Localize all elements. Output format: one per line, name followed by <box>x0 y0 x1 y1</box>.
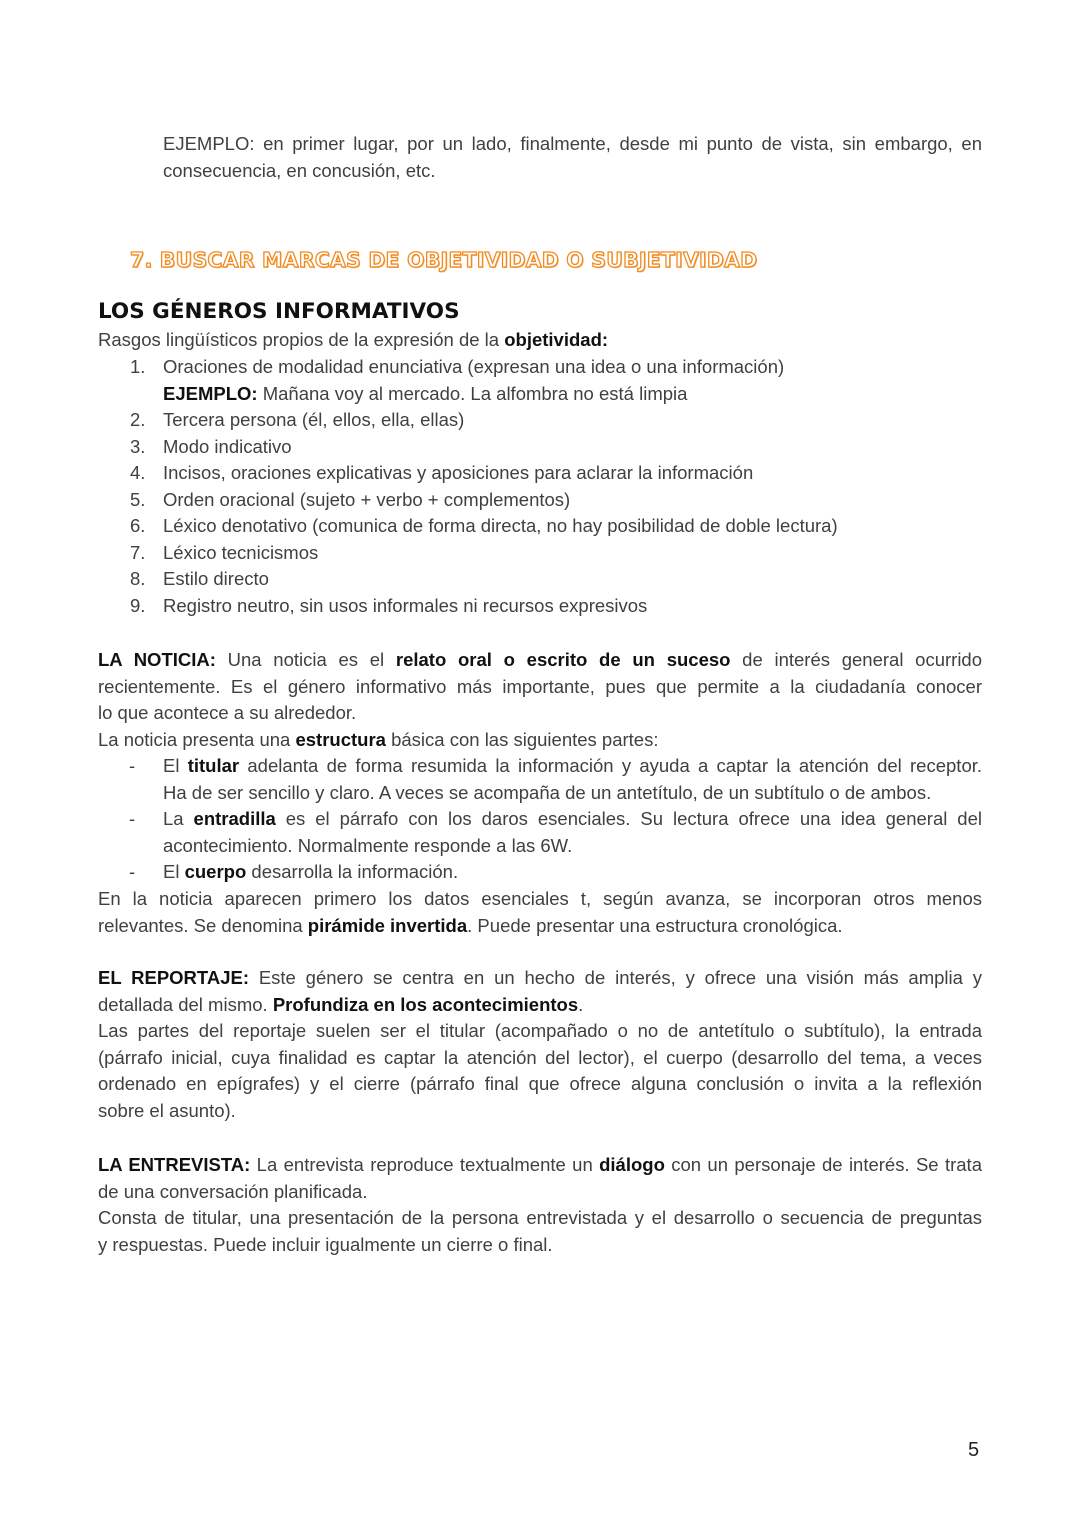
text-run: relevantes. Se denomina <box>98 914 308 936</box>
list-item-text: Incisos, oraciones explicativas y aposiciones para aclarar la información <box>163 462 754 483</box>
list-item <box>98 460 982 487</box>
list-item <box>98 407 982 434</box>
text-run: La noticia presenta una <box>98 728 296 750</box>
text-run: detallada del mismo. <box>98 993 273 1015</box>
text-line: (párrafo inicial, cuya finalidad es captar la atención del lector), el cuerpo (desarrollo del tema, a veces <box>98 1046 982 1068</box>
rasgos-intro-bold: objetividad: <box>504 329 609 350</box>
bold-run: estructura <box>295 728 386 750</box>
example-label: EJEMPLO: <box>163 382 258 404</box>
text-run: El <box>163 861 185 882</box>
list-item <box>98 806 982 859</box>
list-item <box>98 487 982 514</box>
text-run: La entrevista reproduce textualmente un <box>250 1154 600 1175</box>
text-run: de interés general ocurrido <box>730 649 983 670</box>
list-number: 7. <box>130 541 146 563</box>
page-number: 5 <box>968 1439 980 1461</box>
noticia-paragraph <box>98 647 982 753</box>
bold-run: titular <box>187 755 240 776</box>
text-run: Una noticia es el <box>215 649 396 670</box>
intro-example-line: consecuencia, en concusión, etc. <box>163 159 436 181</box>
dash-bullet: - <box>129 755 136 776</box>
text-run: desarrolla la información. <box>246 861 459 882</box>
bold-run: cuerpo <box>184 861 247 882</box>
list-number: 6. <box>130 515 146 536</box>
bold-run: entradilla <box>193 808 276 829</box>
example-text: Mañana voy al mercado. La alfombra no está limpia <box>257 382 688 404</box>
list-item <box>98 859 982 886</box>
list-item-text: Orden oracional (sujeto + verbo + complementos) <box>163 488 571 510</box>
reportaje-paragraph <box>98 965 982 1124</box>
rasgos-list <box>98 354 982 619</box>
list-item <box>98 566 982 593</box>
bold-run: diálogo <box>599 1154 665 1175</box>
text-run: El <box>163 755 188 776</box>
text-run: con un personaje de interés. Se trata <box>664 1154 982 1175</box>
bold-run: relato oral o escrito de un suceso <box>395 649 731 670</box>
list-item <box>98 540 982 567</box>
rasgos-intro <box>98 327 982 354</box>
list-item-text: Oraciones de modalidad enunciativa (expresan una idea o una información) <box>163 356 785 377</box>
list-item-text: Registro neutro, sin usos informales ni recursos expresivos <box>163 594 648 616</box>
intro-example-line: EJEMPLO: en primer lugar, por un lado, finalmente, desde mi punto de vista, sin embargo, en <box>163 133 982 154</box>
list-item <box>98 593 982 620</box>
list-item-text: Léxico tecnicismos <box>163 541 319 563</box>
rasgos-intro-text: Rasgos lingüísticos propios de la expresión de la <box>98 329 505 350</box>
text-line: Ha de ser sencillo y claro. A veces se acompaña de un antetítulo, de un subtítulo o de ambos. <box>163 781 932 803</box>
text-run: Este género se centra en un hecho de interés, y ofrece una visión más amplia y <box>249 967 983 988</box>
text-line: Consta de titular, una presentación de la persona entrevistada y el desarrollo o secuencia de preguntas <box>98 1207 982 1228</box>
list-number: 5. <box>130 488 146 510</box>
text-line: lo que acontece a su alrededor. <box>98 702 357 723</box>
list-item <box>98 354 982 381</box>
text-line: En la noticia aparecen primero los datos esenciales t, según avanza, se incorporan otros menos <box>98 888 982 909</box>
noticia-parts-list <box>98 753 982 886</box>
entrevista-paragraph <box>98 1152 982 1258</box>
text-line: de una conversación planificada. <box>98 1180 368 1202</box>
list-number: 2. <box>130 409 146 430</box>
noticia-label: LA NOTICIA: <box>98 649 216 670</box>
text-line: sobre el asunto). <box>98 1099 236 1121</box>
text-run: . <box>578 993 584 1015</box>
reportaje-label: EL REPORTAJE: <box>98 967 249 988</box>
text-run: es el párrafo con los daros esenciales. Su lectura ofrece una idea general del <box>275 808 982 829</box>
list-item-text: Léxico denotativo (comunica de forma directa, no hay posibilidad de doble lectura) <box>163 515 838 536</box>
list-item-example <box>98 381 982 408</box>
text-line: y respuestas. Puede incluir igualmente un cierre o final. <box>98 1233 553 1255</box>
bold-run: Profundiza en los acontecimientos <box>272 993 579 1015</box>
list-item-text: Modo indicativo <box>163 435 292 457</box>
list-number: 3. <box>130 435 146 457</box>
list-item <box>98 513 982 540</box>
entrevista-label: LA ENTREVISTA: <box>98 1154 251 1175</box>
text-run: adelanta de forma resumida la información y ayuda a captar la atención del receptor. <box>239 755 983 776</box>
list-item-text: Tercera persona (él, ellos, ella, ellas) <box>163 409 465 430</box>
dash-bullet: - <box>129 861 136 882</box>
text-run: La <box>163 808 194 829</box>
list-number: 9. <box>130 594 146 616</box>
list-number: 1. <box>130 356 146 377</box>
list-item <box>98 753 982 806</box>
intro-example <box>163 131 982 184</box>
text-run: . Puede presentar una estructura cronológica. <box>467 914 843 936</box>
list-number: 4. <box>130 462 146 483</box>
text-line: Las partes del reportaje suelen ser el titular (acompañado o no de antetítulo o subtítulo), la entrada <box>98 1020 982 1041</box>
list-item-text: Estilo directo <box>163 568 269 589</box>
text-line: ordenado en epígrafes) y el cierre (párrafo final que ofrece alguna conclusión o invita a la reflexión <box>98 1073 982 1094</box>
text-line: recientemente. Es el género informativo más importante, pues que permite a la ciudadanía conocer <box>98 675 982 697</box>
list-item <box>98 434 982 461</box>
generos-informativos-heading: LOS GÉNEROS INFORMATIVOS <box>98 299 460 324</box>
list-number: 8. <box>130 568 146 589</box>
text-run: básica con las siguientes partes: <box>385 728 659 750</box>
dash-bullet: - <box>129 808 136 829</box>
noticia-paragraph-2 <box>98 886 982 939</box>
text-line: acontecimiento. Normalmente responde a las 6W. <box>163 834 573 856</box>
section-7-heading: 7. BUSCAR MARCAS DE OBJETIVIDAD O SUBJETIVIDAD <box>130 248 758 272</box>
bold-run: pirámide invertida <box>307 914 468 936</box>
